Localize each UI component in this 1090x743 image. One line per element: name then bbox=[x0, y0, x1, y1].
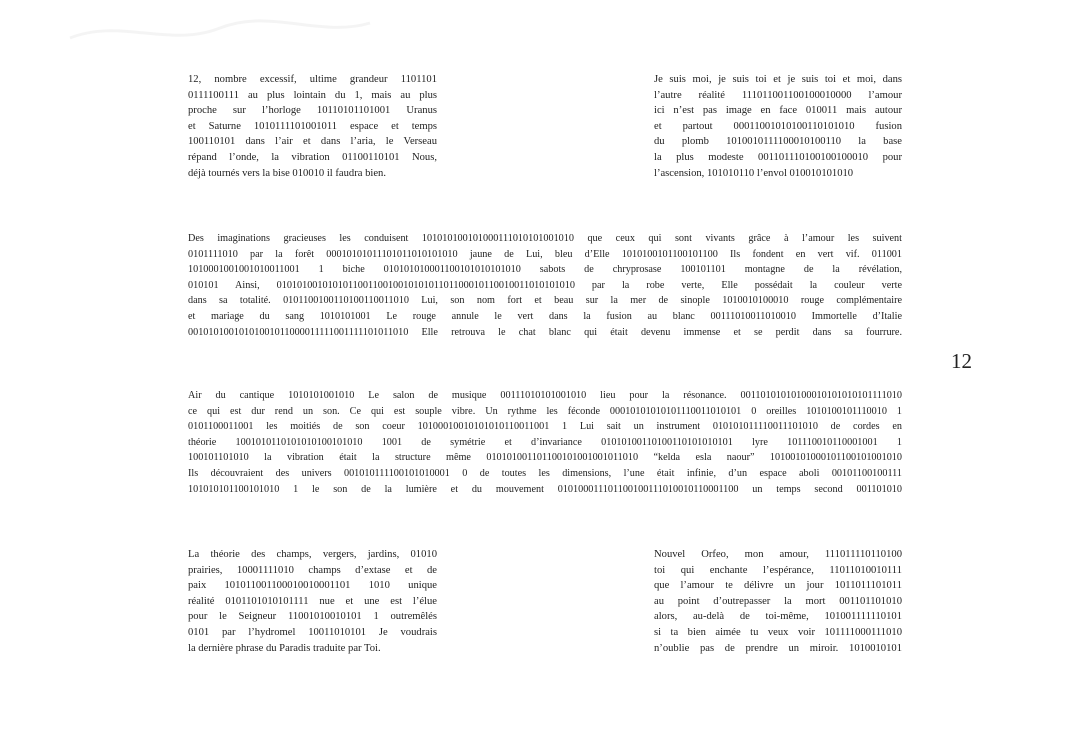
text-line: dans sa totalité. 0101100100110100110011010 Lui, son nom fort et beau sur la mer de sinople 1010010100010 rouge complémentaire bbox=[188, 295, 902, 307]
text-line: 0101111010 par la forêt 00010101011101011010101010 jaune de Lui, bleu d’Elle 1010100101100101100 Ils fondent en vert vif. 011001 bbox=[188, 248, 902, 260]
text-line: 010101 Ainsi, 01010100101010110011001001010101101100010110010011010101010 par la robe verte, Elle possédait la couleur verte bbox=[188, 279, 902, 291]
middle-paragraph-1 bbox=[188, 231, 902, 340]
text-line: alors, au-delà de toi-même, 101001111110101 bbox=[654, 611, 902, 623]
text-line: prairies, 10001111010 champs d’extase et de bbox=[188, 564, 437, 576]
text-line: que l’amour te délivre un jour 1011011101011 bbox=[654, 580, 902, 592]
text-line: déjà tournés vers la bise 010010 il faudra bien. bbox=[188, 167, 386, 179]
text-line: et mariage du sang 1010101001 Le rouge annule le vert dans la fusion au blanc 00111010011010010 Immortelle d’Italie bbox=[188, 310, 902, 322]
text-line: paix 101011001100010010001101 1010 unique bbox=[188, 580, 437, 592]
text-line: Ils découvraient des univers 001010111100101010001 0 de toutes les dimensions, l’une était infinie, d’un espace aboli 00101100100111 bbox=[188, 467, 902, 479]
text-line: n’oublie pas de prendre un miroir. 1010010101 bbox=[654, 642, 902, 654]
text-line: 100101101010 la vibration était la structure même 010101001101100101001001011010 “kelda esla naour” 10100101000101100101001010 bbox=[188, 452, 902, 464]
text-line: ce qui est dur rend un son. Ce qui est souple vibre. Un rythme les féconde 00010101010101110011010101 0 oreilles 1010100101110010 1 bbox=[188, 405, 902, 417]
text-line: Des imaginations gracieuses les conduisent 101010100101000111010101001010 que ceux qui sont vivants grâce à l’amour les suivent bbox=[188, 233, 902, 244]
text-line: 100110101 dans l’air et dans l’aria, le Verseau bbox=[188, 136, 437, 148]
middle-paragraph-2 bbox=[188, 388, 902, 497]
text-line: toi qui enchante l’espérance, 11011010010111 bbox=[654, 564, 902, 576]
text-line: pour le Seigneur 11001010010101 1 outremêlés bbox=[188, 611, 437, 623]
bottom-right-stanza bbox=[654, 547, 902, 656]
text-line: théorie 1001010110101010100101010 1001 de symétrie et d’invariance 01010100110100110101010101 lyre 101110010110001001 1 bbox=[188, 436, 902, 448]
text-line: 0101 par l’hydromel 10011010101 Je voudrais bbox=[188, 626, 437, 638]
text-line: la dernière phrase du Paradis traduite par Toi. bbox=[188, 642, 381, 654]
text-line: et partout 00011001010100110101010 fusion bbox=[654, 120, 902, 132]
text-line: la plus modeste 001101110100100100010 pour bbox=[654, 151, 902, 163]
text-line: du plomb 1010010111100010100110 la base bbox=[654, 136, 902, 148]
text-line: ici n’est pas image en face 010011 mais autour bbox=[654, 105, 902, 117]
text-line: Air du cantique 1010101001010 Le salon de musique 00111010101001010 lieu pour la résonance. 00110101010100010101010101111010 bbox=[188, 390, 902, 401]
text-line: proche sur l’horloge 10110101101001 Uranus bbox=[188, 105, 437, 117]
text-line: La théorie des champs, vergers, jardins, 01010 bbox=[188, 549, 437, 560]
text-line: 101010101100101010 1 le son de la lumière et du mouvement 010100011101100100111010010110001100 un temps second 001101010 bbox=[188, 483, 902, 495]
text-line: Nouvel Orfeo, mon amour, 111011110110100 bbox=[654, 549, 902, 560]
top-right-stanza bbox=[654, 72, 902, 181]
text-line: 0111100111 au plus lointain du 1, mais au plus bbox=[188, 89, 437, 101]
text-line: et Saturne 1010111101001011 espace et temps bbox=[188, 120, 437, 132]
text-line: répand l’onde, la vibration 01100110101 Nous, bbox=[188, 151, 437, 163]
text-line: Je suis moi, je suis toi et je suis toi et moi, dans bbox=[654, 74, 902, 85]
text-line: réalité 0101101010101111 nue et une est l’élue bbox=[188, 595, 437, 607]
top-left-stanza bbox=[188, 72, 437, 181]
text-line: 0101100011001 les moitiés de son coeur 10100010010101010110011001 1 Lui sait un instrument 010101011110011101010 de cordes en bbox=[188, 421, 902, 433]
text-line: au point d’outrepasser la mort 001101101010 bbox=[654, 595, 902, 607]
page-number: 12 bbox=[951, 349, 972, 373]
text-line: si ta bien aimée tu veux voir 101111000111010 bbox=[654, 626, 902, 638]
text-line: l’autre réalité 111011001100100010000 l’amour bbox=[654, 89, 902, 101]
text-line: 12, nombre excessif, ultime grandeur 1101101 bbox=[188, 74, 437, 85]
text-line: l’ascension, 101010110 l’envol 010010101010 bbox=[654, 167, 854, 179]
text-line: 00101010010101001011000011111001111101011010 Elle retrouva le chat blanc qui était devenu immense et se perdit dans sa fourrure. bbox=[188, 326, 902, 338]
bottom-left-stanza bbox=[188, 547, 437, 656]
text-line: 1010001001001010011001 1 biche 010101010001100101010101010 sabots de chryprosase 100101101 montagne de la révélation, bbox=[188, 264, 902, 276]
faint-scan-mark bbox=[60, 8, 380, 58]
